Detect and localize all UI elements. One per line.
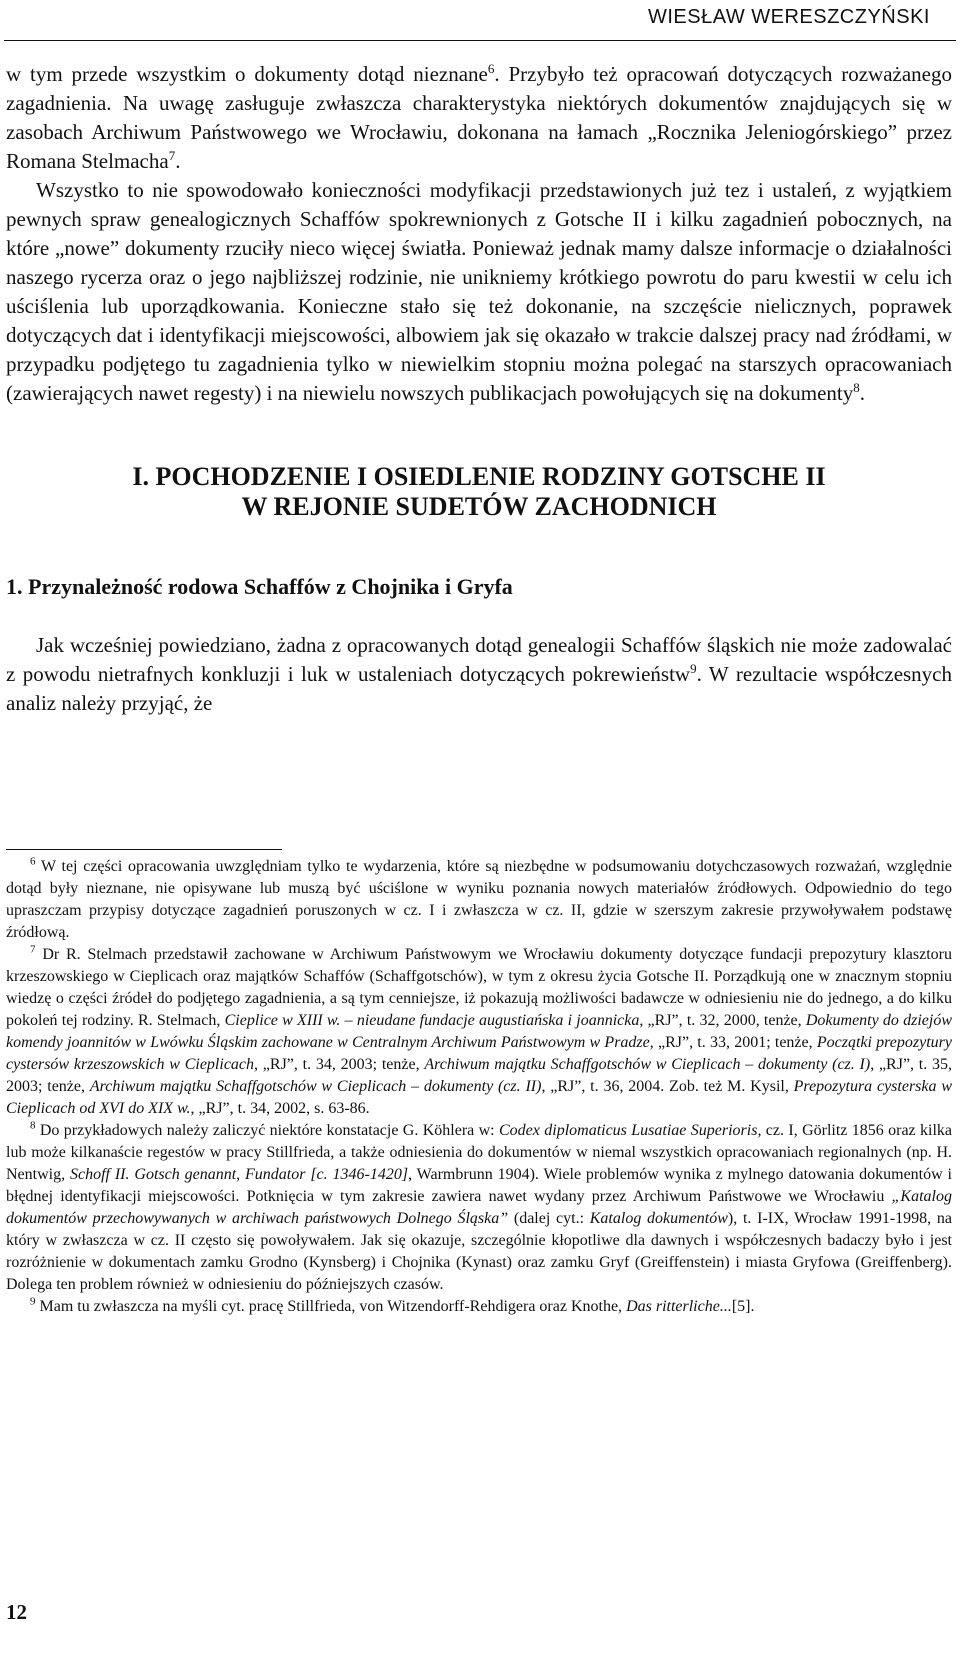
paragraph-2-text-a: Wszystko to nie spowodowało konieczności modyfikacji przedstawionych już tez i ustaleń, z wyjątkiem pewnych spraw genealogicznych Schaffów spokrewnionych z Gotsche II i kilku zagadnień pobocznych, na które „nowe” dokumenty rzuciły nieco więcej światła. Ponieważ jednak mamy dalsze informacje o działalności naszego rycerza oraz o jego najbliższej rodzinie, nie unikniemy krótkiego powrotu do paru kwestii w celu ich uściślenia lub uporządkowania. Konieczne stało się też dokonanie, na szczęście nielicznych, poprawek dotyczących dat i identyfikacji miejscowości, albowiem jak się okazało w trakcie dalszej pracy nad źródłami, w przypadku podjętego tu zagadnienia tylko w niewielkim stopniu można polegać na starszych opracowaniach (zawierających nawet regesty) i na niewielu nowszych publikacjach powołujących się na dokumenty — [6, 178, 952, 405]
footnote-7-text: , „RJ”, t. 34, 2002, s. 63-86. — [190, 1100, 370, 1117]
footnote-9 — [6, 1296, 952, 1318]
footnote-7-title: Początki prepozytury cystersów krzeszowskich w Cieplicach — [6, 1034, 952, 1073]
footnote-7-text: , „RJ”, t. 36, 2004. Zob. też M. Kysil, — [541, 1078, 794, 1095]
footnote-7-number: 7 — [30, 943, 36, 956]
paragraph-3-text-b: . W rezultacie współczesnych analiz należy przyjąć, że — [6, 662, 953, 715]
main-text — [6, 60, 952, 718]
footnote-7-text: , „RJ”, t. 34, 2003; tenże, — [254, 1056, 425, 1073]
footnote-7-text: Dr R. Stelmach przedstawił zachowane w Archiwum Państwowym we Wrocławiu dokumenty dotyczące fundacji prepozytury klasztoru krzeszowskiego w Cieplicach oraz majątków Schaffów (Schaffgotschów), w tym z okresu życia Gotsche II. Porządkują one w znacznym stopniu wiedzę o części źródeł do podjętego zagadnienia, a są tym cenniejsze, iż pokazują możliwości badawcze w odniesieniu nie do jednego, a do kilku pokoleń tej rodziny. R. Stelmach, — [6, 946, 953, 1029]
chapter-heading-line-2: W REJONIE SUDETÓW ZACHODNICH — [241, 492, 717, 521]
footnote-7-title: Archiwum majątku Schaffgotschów w Cieplicach – dokumenty (cz. II) — [89, 1078, 542, 1095]
page-number: 12 — [6, 1600, 27, 1624]
paragraph-1-text-c: . — [175, 149, 181, 173]
footnote-8-title: Schoff II. Gotsch genannt, Fundator [c. 1346-1420] — [69, 1166, 409, 1183]
paragraph-1 — [6, 60, 952, 176]
footnote-7-title: Dokumenty do dziejów komendy joannitów w Lwówku Śląskim zachowane w Centralnym Archiwum Państwowym w Pradze — [6, 1012, 953, 1051]
footnote-7 — [6, 944, 952, 1120]
footnote-8 — [6, 1120, 952, 1296]
paragraph-2 — [6, 176, 952, 408]
footnote-7-text: , „RJ”, t. 33, 2001; tenże, — [649, 1034, 817, 1051]
chapter-heading — [6, 462, 952, 522]
footnote-8-text: , Warmbrunn 1904). Wiele problemów wynika z mylnego datowania dokumentów i błędnej identyfikacji miejscowości. Potknięcia w tym zakresie zawiera nawet wydany przez Archiwum Państwowe we Wrocławiu — [6, 1166, 952, 1205]
footnote-9-number: 9 — [30, 1295, 36, 1308]
footnote-8-text: Do przykładowych należy zaliczyć niektóre konstatacje G. Köhlera w: — [39, 1122, 499, 1139]
section-heading: 1. Przynależność rodowa Schaffów z Chojnika i Gryfa — [6, 574, 513, 599]
footnotes — [6, 856, 952, 1318]
paragraph-1-text-b: . Przybyło też opracowań dotyczących rozważanego zagadnienia. Na uwagę zasługuje zwłaszcza charakterystyka niektórych dokumentów znajdujących się w zasobach Archiwum Państwowego we Wrocławiu, dokonana na łamach „Rocznika Jeleniogórskiego” przez Romana Stelmacha — [6, 62, 952, 173]
footnote-7-title: Cieplice w XIII w. – nieudane fundacje augustiańska i joannicka — [224, 1012, 640, 1029]
header-rule — [4, 40, 956, 41]
footnote-7-title: Prepozytura cysterska w Cieplicach od XVI do XIX w. — [6, 1078, 952, 1117]
paragraph-3-text-a: Jak wcześniej powiedziano, żadna z opracowanych dotąd genealogii Schaffów śląskich nie może zadowalać z powodu nietrafnych konkluzji i luk w ustaleniach dotyczących pokrewieństw — [6, 633, 952, 686]
paragraph-1-text-a: w tym przede wszystkim o dokumenty dotąd nieznane — [6, 62, 488, 86]
running-header-author: WIESŁAW WERESZCZYŃSKI — [647, 6, 930, 28]
footnote-8-number: 8 — [30, 1119, 36, 1132]
footnote-6-number: 6 — [30, 855, 36, 868]
paragraph-2-text-b: . — [859, 381, 866, 405]
footnote-8-text: ), t. I-IX, Wrocław 1991-1998, na który w zwłaszcza w cz. II często się powoływałem. Jak się okazuje, szczególnie kłopotliwe dla dawnych i współczesnych badaczy było i jest rozróżnienie w dokumentach zamku Grodno (Kynsberg) i Chojnika (Kynast) oraz zamku Gryf (Greiffenstein) i miasta Gryfowa (Greiffenberg). Dolega ten problem również w odniesieniu do późniejszych czasów. — [6, 1210, 952, 1293]
footnote-9-text: [5]. — [731, 1298, 755, 1315]
footnote-6 — [6, 856, 952, 944]
footnote-7-title: Archiwum majątku Schaffgotschów w Cieplicach – dokumenty (cz. I) — [424, 1056, 871, 1073]
footnote-7-text: , „RJ”, t. 35, 2003; tenże, — [6, 1056, 953, 1095]
chapter-heading-line-1: I. POCHODZENIE I OSIEDLENIE RODZINY GOTSCHE II — [132, 462, 826, 491]
footnote-9-title: Das ritterliche... — [626, 1298, 732, 1315]
footnote-ref-7: 7 — [168, 148, 176, 163]
footnote-6-text: W tej części opracowania uwzględniam tylko te wydarzenia, które są niezbędne w podsumowaniu dotychczasowych rozważań, względnie dotąd były nieznane, nie opisywane lub muszą być uściślone w wyniku poznania nowych materiałów źródłowych. Odpowiednio do tego upraszczam przypisy dotyczące zagadnień poruszonych w cz. I i zwłaszcza w cz. II, gdzie w szerszym zakresie przywoływałem podstawę źródłową. — [6, 858, 953, 941]
footnote-8-title: Codex diplomaticus Lusatiae Superioris — [499, 1122, 758, 1139]
footnote-separator — [6, 849, 282, 850]
footnote-8-text: (dalej cyt.: — [508, 1210, 590, 1227]
footnote-9-text: Mam tu zwłaszcza na myśli cyt. pracę Stillfrieda, von Witzendorff-Rehdigera oraz Knothe, — [39, 1298, 627, 1315]
footnote-ref-8: 8 — [853, 380, 860, 395]
footnote-7-text: , „RJ”, t. 32, 2000, tenże, — [639, 1012, 806, 1029]
footnote-ref-6: 6 — [487, 61, 495, 76]
footnote-ref-9: 9 — [690, 661, 697, 676]
footnote-8-text: , cz. I, Görlitz 1856 oraz kilka lub może kilkanaście regestów w pracy Stillfrieda, a także odniesienia do dokumentów w niemal wszystkich opracowaniach regionalnych (np. H. Nentwig, — [6, 1122, 953, 1183]
footnote-8-title: „Katalog dokumentów przechowywanych w archiwach państwowych Dolnego Śląska” — [6, 1188, 952, 1227]
footnote-8-title: Katalog dokumentów — [589, 1210, 728, 1227]
paragraph-3 — [6, 631, 952, 718]
